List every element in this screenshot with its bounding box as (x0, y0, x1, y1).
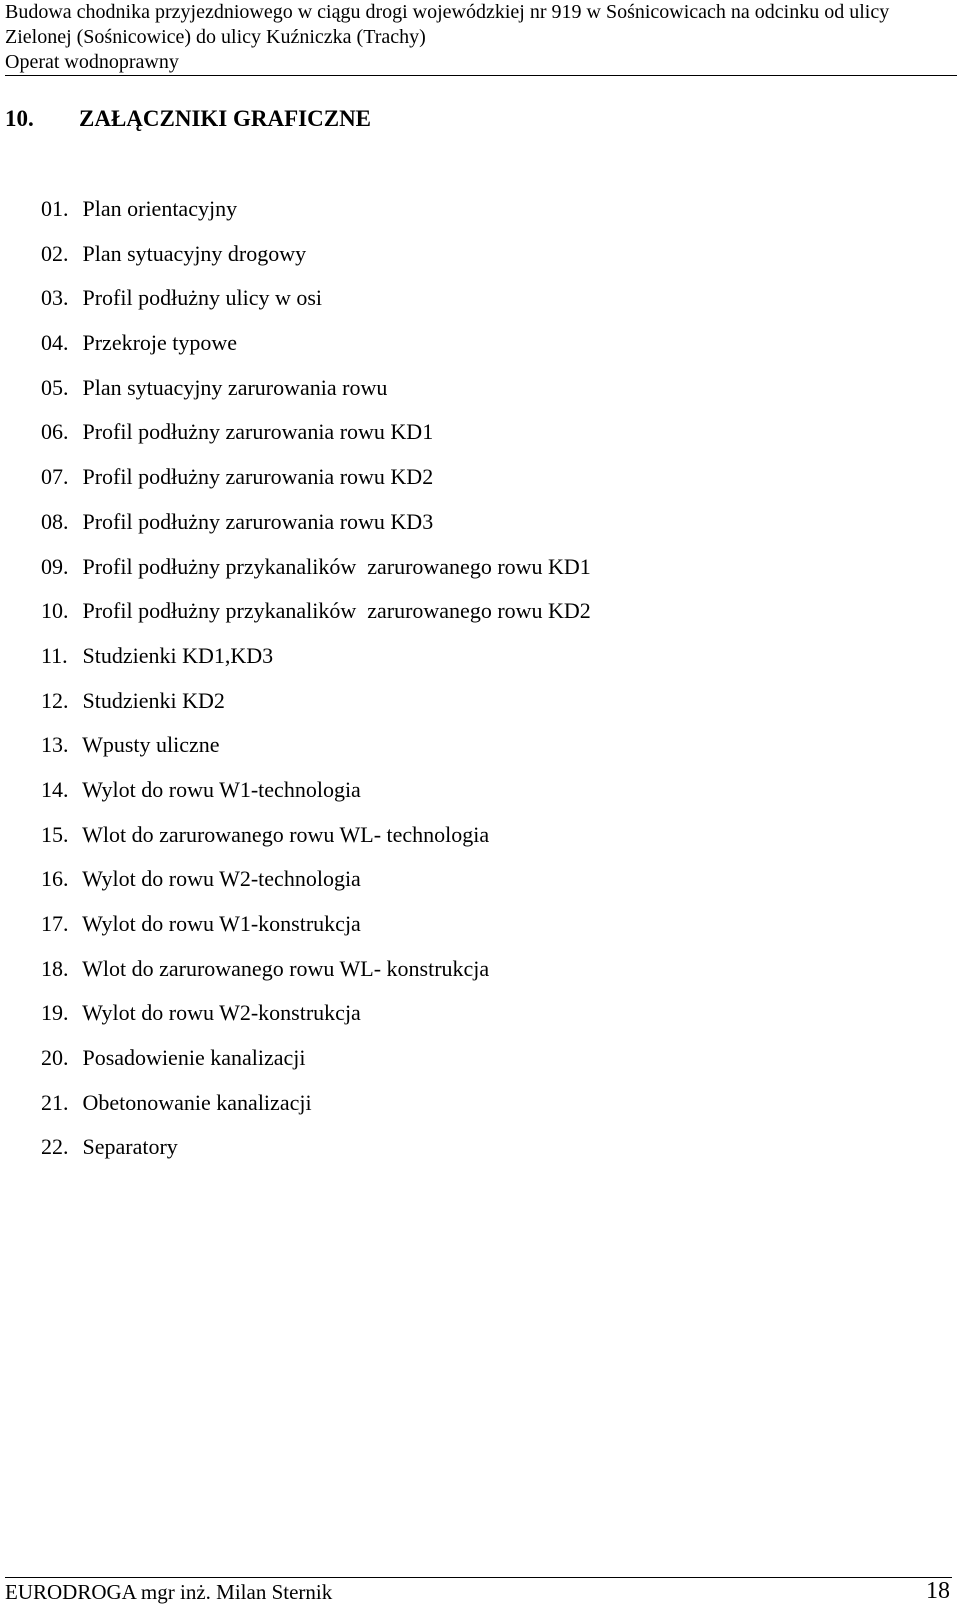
list-item-label: Profil podłużny zarurowania rowu KD1 (82, 419, 434, 445)
list-item-label: Profil podłużny zarurowania rowu KD3 (82, 508, 434, 534)
list-item (41, 732, 591, 777)
list-item-label: Profil podłużny ulicy w osi (82, 285, 323, 311)
list-item (41, 509, 591, 554)
list-item (41, 1090, 591, 1135)
header-line-1: Budowa chodnika przyjezdniowego w ciągu drogi wojewódzkiej nr 919 w Sośnicowicach na odcinku od ulicy (5, 1, 890, 23)
header-divider (5, 75, 957, 76)
list-item (41, 1000, 591, 1045)
list-item (41, 1045, 591, 1090)
document-header (5, 0, 955, 75)
list-item-label: Studzienki KD1,KD3 (82, 642, 274, 668)
list-item (41, 688, 591, 733)
page-number: 18 (926, 1578, 950, 1604)
list-item-number: 06. (41, 419, 69, 445)
list-item (41, 643, 591, 688)
list-item (41, 822, 591, 867)
list-item-number: 01. (41, 196, 69, 221)
list-item (41, 375, 591, 420)
list-item (41, 1134, 591, 1179)
list-item-number: 21. (41, 1089, 69, 1115)
list-item-label: Profil podłużny przykanalików zarurowanego rowu KD2 (82, 598, 591, 624)
list-item-label: Studzienki KD2 (82, 687, 225, 713)
list-item-label: Wylot do rowu W1-konstrukcja (82, 911, 361, 936)
list-item (41, 598, 591, 643)
list-item-label: Posadowienie kanalizacji (82, 1045, 306, 1071)
list-item (41, 196, 591, 241)
section-heading (5, 106, 371, 132)
list-item-number: 07. (41, 464, 69, 490)
list-item (41, 956, 591, 1001)
list-item-number: 02. (41, 240, 69, 266)
list-item-label: Plan sytuacyjny zarurowania rowu (82, 374, 388, 400)
list-item-label: Wpusty uliczne (82, 732, 220, 758)
list-item-label: Profil podłużny zarurowania rowu KD2 (82, 464, 434, 490)
list-item-number: 08. (41, 508, 69, 534)
header-line-2: Zielonej (Sośnicowice) do ulicy Kuźniczka (Trachy) (5, 26, 426, 48)
list-item (41, 866, 591, 911)
header-line-3: Operat wodnoprawny (5, 51, 179, 73)
list-item-label: Separatory (82, 1134, 178, 1160)
list-item-number: 20. (41, 1045, 69, 1071)
list-item (41, 777, 591, 822)
list-item (41, 419, 591, 464)
list-item-number: 15. (41, 821, 69, 847)
list-item-number: 12. (41, 687, 69, 713)
list-item-number: 22. (41, 1134, 69, 1160)
list-item-number: 05. (41, 374, 69, 400)
list-item-number: 17. (41, 911, 69, 936)
list-item-number: 16. (41, 866, 69, 892)
list-item (41, 285, 591, 330)
attachment-list (41, 196, 591, 1179)
list-item-number: 03. (41, 285, 69, 311)
list-item (41, 554, 591, 599)
footer-divider (5, 1577, 952, 1578)
list-item-number: 14. (41, 776, 69, 802)
list-item (41, 241, 591, 286)
list-item (41, 330, 591, 375)
list-item-label: Przekroje typowe (82, 330, 238, 356)
section-title: ZAŁĄCZNIKI GRAFICZNE (79, 106, 372, 131)
list-item-label: Wlot do zarurowanego rowu WL- konstrukcja (82, 955, 490, 981)
list-item-number: 09. (41, 553, 69, 579)
list-item-number: 19. (41, 1000, 69, 1026)
list-item (41, 464, 591, 509)
list-item-label: Wlot do zarurowanego rowu WL- technologia (82, 821, 490, 847)
footer-author: EURODROGA mgr inż. Milan Sternik (5, 1580, 333, 1604)
list-item-number: 10. (41, 598, 69, 624)
list-item-label: Profil podłużny przykanalików zarurowanego rowu KD1 (82, 553, 591, 579)
list-item-number: 11. (41, 642, 68, 668)
list-item (41, 911, 591, 956)
list-item-label: Wylot do rowu W2-konstrukcja (82, 1000, 361, 1026)
list-item-number: 04. (41, 330, 69, 356)
list-item-number: 13. (41, 732, 69, 758)
list-item-number: 18. (41, 955, 69, 981)
list-item-label: Plan sytuacyjny drogowy (82, 240, 307, 266)
list-item-label: Plan orientacyjny (82, 196, 238, 221)
list-item-label: Wylot do rowu W2-technologia (82, 866, 361, 892)
list-item-label: Obetonowanie kanalizacji (82, 1089, 312, 1115)
list-item-label: Wylot do rowu W1-technologia (82, 776, 361, 802)
section-number: 10. (5, 106, 34, 131)
